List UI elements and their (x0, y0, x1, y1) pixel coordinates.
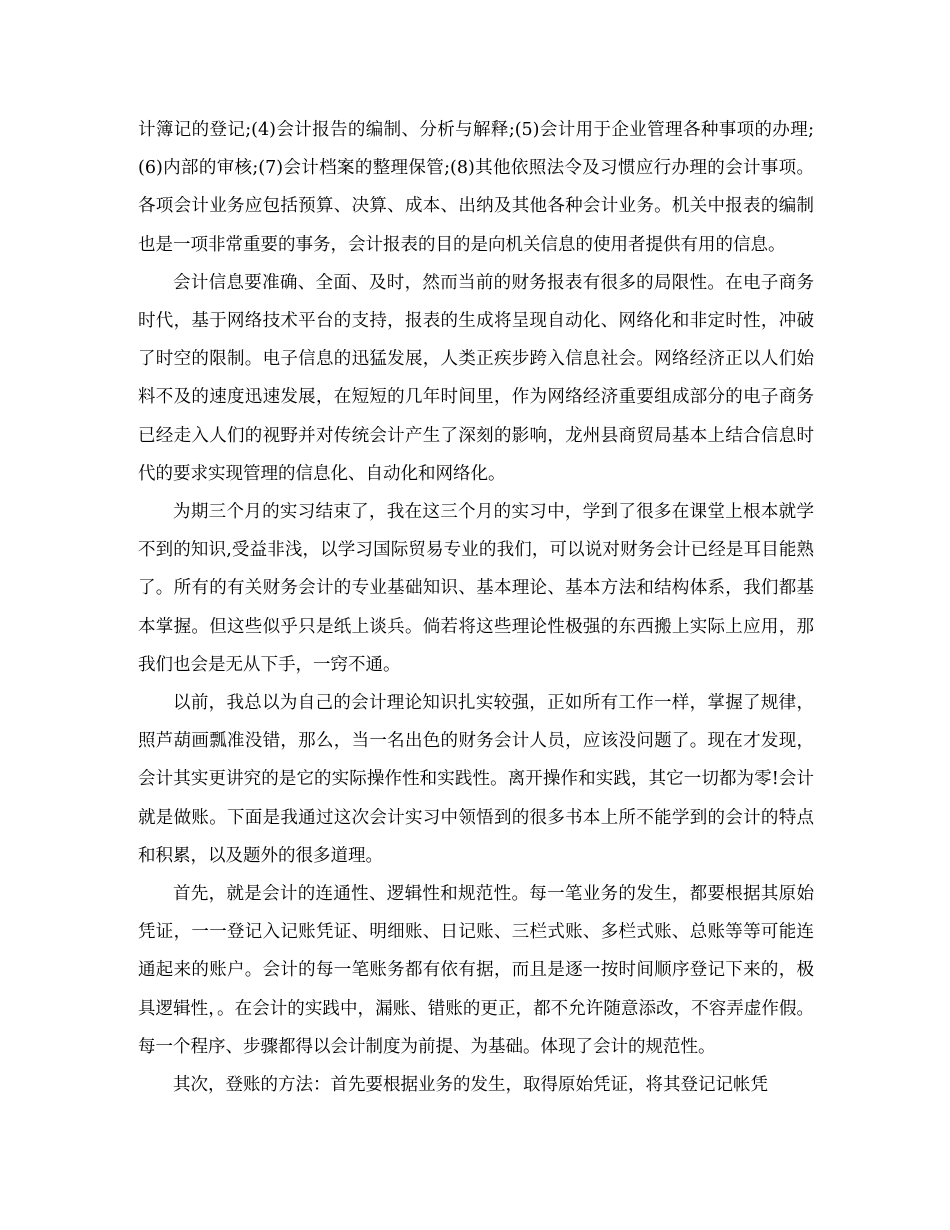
paragraph-6: 其次，登账的方法：首先要根据业务的发生，取得原始凭证，将其登记记帐凭 (173, 1075, 768, 1096)
paragraph-5: 首先，就是会计的连通性、逻辑性和规范性。每一笔业务的发生，都要根据其原始凭证，一一登记入记账凭证、明细账、日记账、三栏式账、多栏式账、总账等等可能连通起来的账户。会计的每一笔账务都有依有据，而且是逐一按时间顺序登记下来的，极具逻辑性，。在会计的实践中，漏账、错账的更正，都不允许随意添改，不容弄虚作假。每一个程序、步骤都得以会计制度为前提、为基础。体现了会计的规范性。 (138, 884, 814, 1057)
paragraph-1: 计簿记的登记;(4)会计报告的编制、分析与解释;(5)会计用于企业管理各种事项的办理;(6)内部的审核;(7)会计档案的整理保管;(8)其他依照法令及习惯应行办理的会计事项。各项会计业务应包括预算、决算、成本、出纳及其他各种会计业务。机关中报表的编制也是一项非常重要的事务，会计报表的目的是向机关信息的使用者提供有用的信息。 (138, 120, 814, 255)
paragraph-4: 以前，我总以为自己的会计理论知识扎实较强，正如所有工作一样，掌握了规律，照芦葫画瓢准没错，那么，当一名出色的财务会计人员，应该没问题了。现在才发现，会计其实更讲究的是它的实际操作性和实践性。离开操作和实践，其它一切都为零!会计就是做账。下面是我通过这次会计实习中领悟到的很多书本上所不能学到的会计的特点和积累，以及题外的很多道理。 (138, 693, 814, 866)
document-body (138, 111, 814, 1104)
paragraph-3: 为期三个月的实习结束了，我在这三个月的实习中，学到了很多在课堂上根本就学不到的知识,受益非浅，以学习国际贸易专业的我们，可以说对财务会计已经是耳目能熟了。所有的有关财务会计的专业基础知识、基本理论、基本方法和结构体系，我们都基本掌握。但这些似乎只是纸上谈兵。倘若将这些理论性极强的东西搬上实际上应用，那我们也会是无从下手，一窍不通。 (138, 502, 814, 675)
paragraph-2: 会计信息要准确、全面、及时，然而当前的财务报表有很多的局限性。在电子商务时代，基于网络技术平台的支持，报表的生成将呈现自动化、网络化和非定时性，冲破了时空的限制。电子信息的迅猛发展，人类正疾步跨入信息社会。网络经济正以人们始料不及的速度迅速发展，在短短的几年时间里，作为网络经济重要组成部分的电子商务已经走入人们的视野并对传统会计产生了深刻的影响，龙州县商贸局基本上结合信息时代的要求实现管理的信息化、自动化和网络化。 (138, 272, 814, 484)
